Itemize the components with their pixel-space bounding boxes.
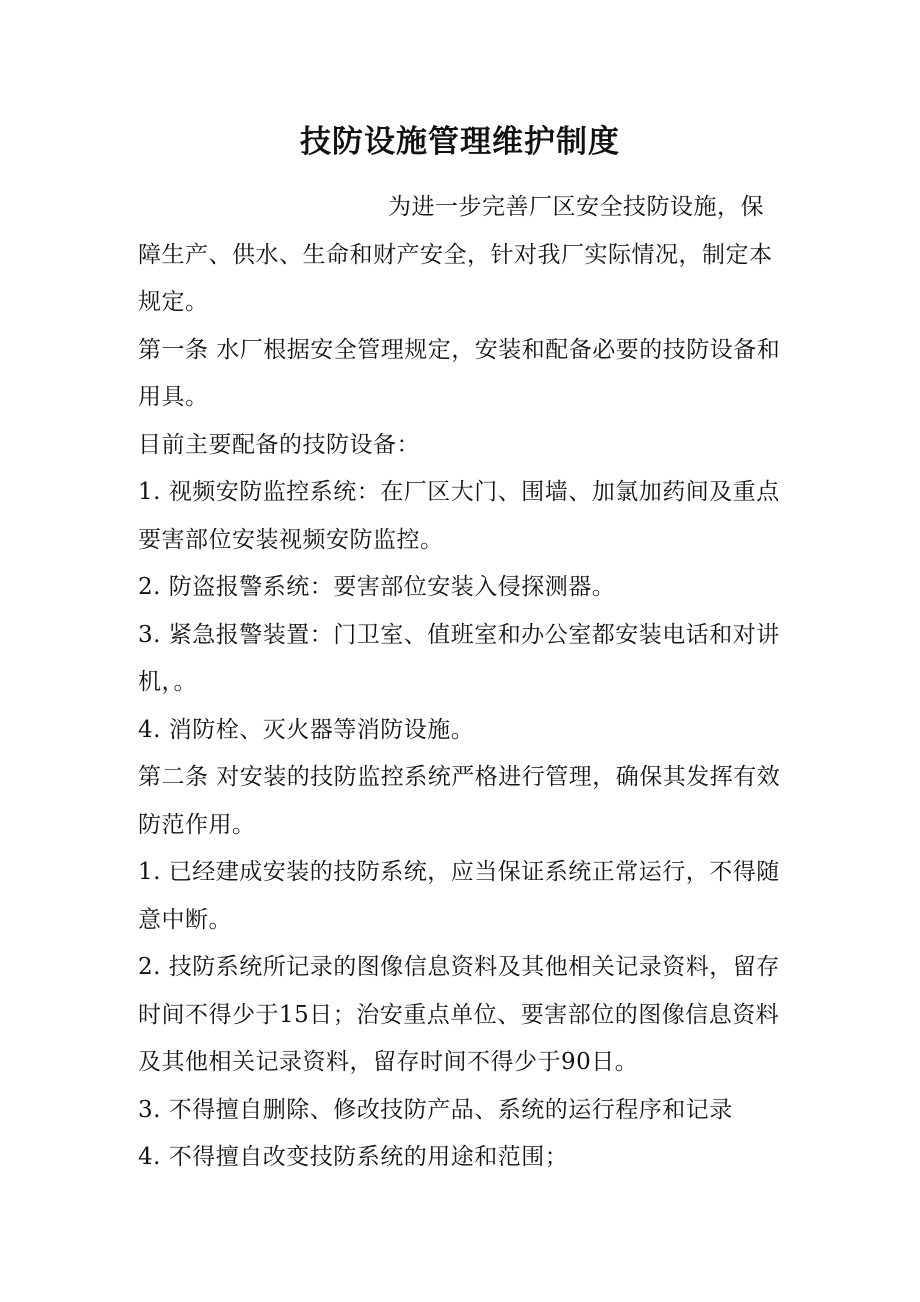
rule-item-4: 4. 不得擅自改变技防系统的用途和范围； [138, 1144, 569, 1170]
rule-item-3: 3. 不得擅自删除、修改技防产品、系统的运行程序和记录 [138, 1096, 733, 1123]
equipment-list-heading: 目前主要配备的技防设备： [138, 431, 420, 458]
equipment-item-4: 4. 消防栓、灭火器等消防设施。 [138, 716, 475, 743]
equipment-item-2: 2. 防盗报警系统：要害部位安装入侵探测器。 [138, 574, 616, 600]
intro-paragraph: 为进一步完善厂区安全技防设施，保障生产、供水、生命和财产安全，针对我厂实际情况，制定本规定。 [138, 194, 773, 315]
equipment-item-1: 1. 视频安防监控系统：在厂区大门、围墙、加氯加药间及重点要害部位安装视频安防监控。 [138, 479, 780, 553]
document-title: 技防设施管理维护制度 [300, 124, 620, 160]
rule-item-1: 1. 已经建成安装的技防系统，应当保证系统正常运行，不得随意中断。 [138, 859, 780, 933]
rule-item-2: 2. 技防系统所记录的图像信息资料及其他相关记录资料，留存时间不得少于15日；治安重点单位、要害部位的图像信息资料及其他相关记录资料，留存时间不得少于90日。 [138, 954, 780, 1075]
document-body [138, 184, 786, 1182]
article-1-heading: 第一条 水厂根据安全管理规定，安装和配备必要的技防设备和用具。 [138, 336, 781, 410]
article-2-heading: 第二条 对安装的技防监控系统严格进行管理，确保其发挥有效防范作用。 [138, 764, 781, 838]
equipment-item-3: 3. 紧急报警装置：门卫室、值班室和办公室都安装电话和对讲机，。 [138, 621, 780, 695]
